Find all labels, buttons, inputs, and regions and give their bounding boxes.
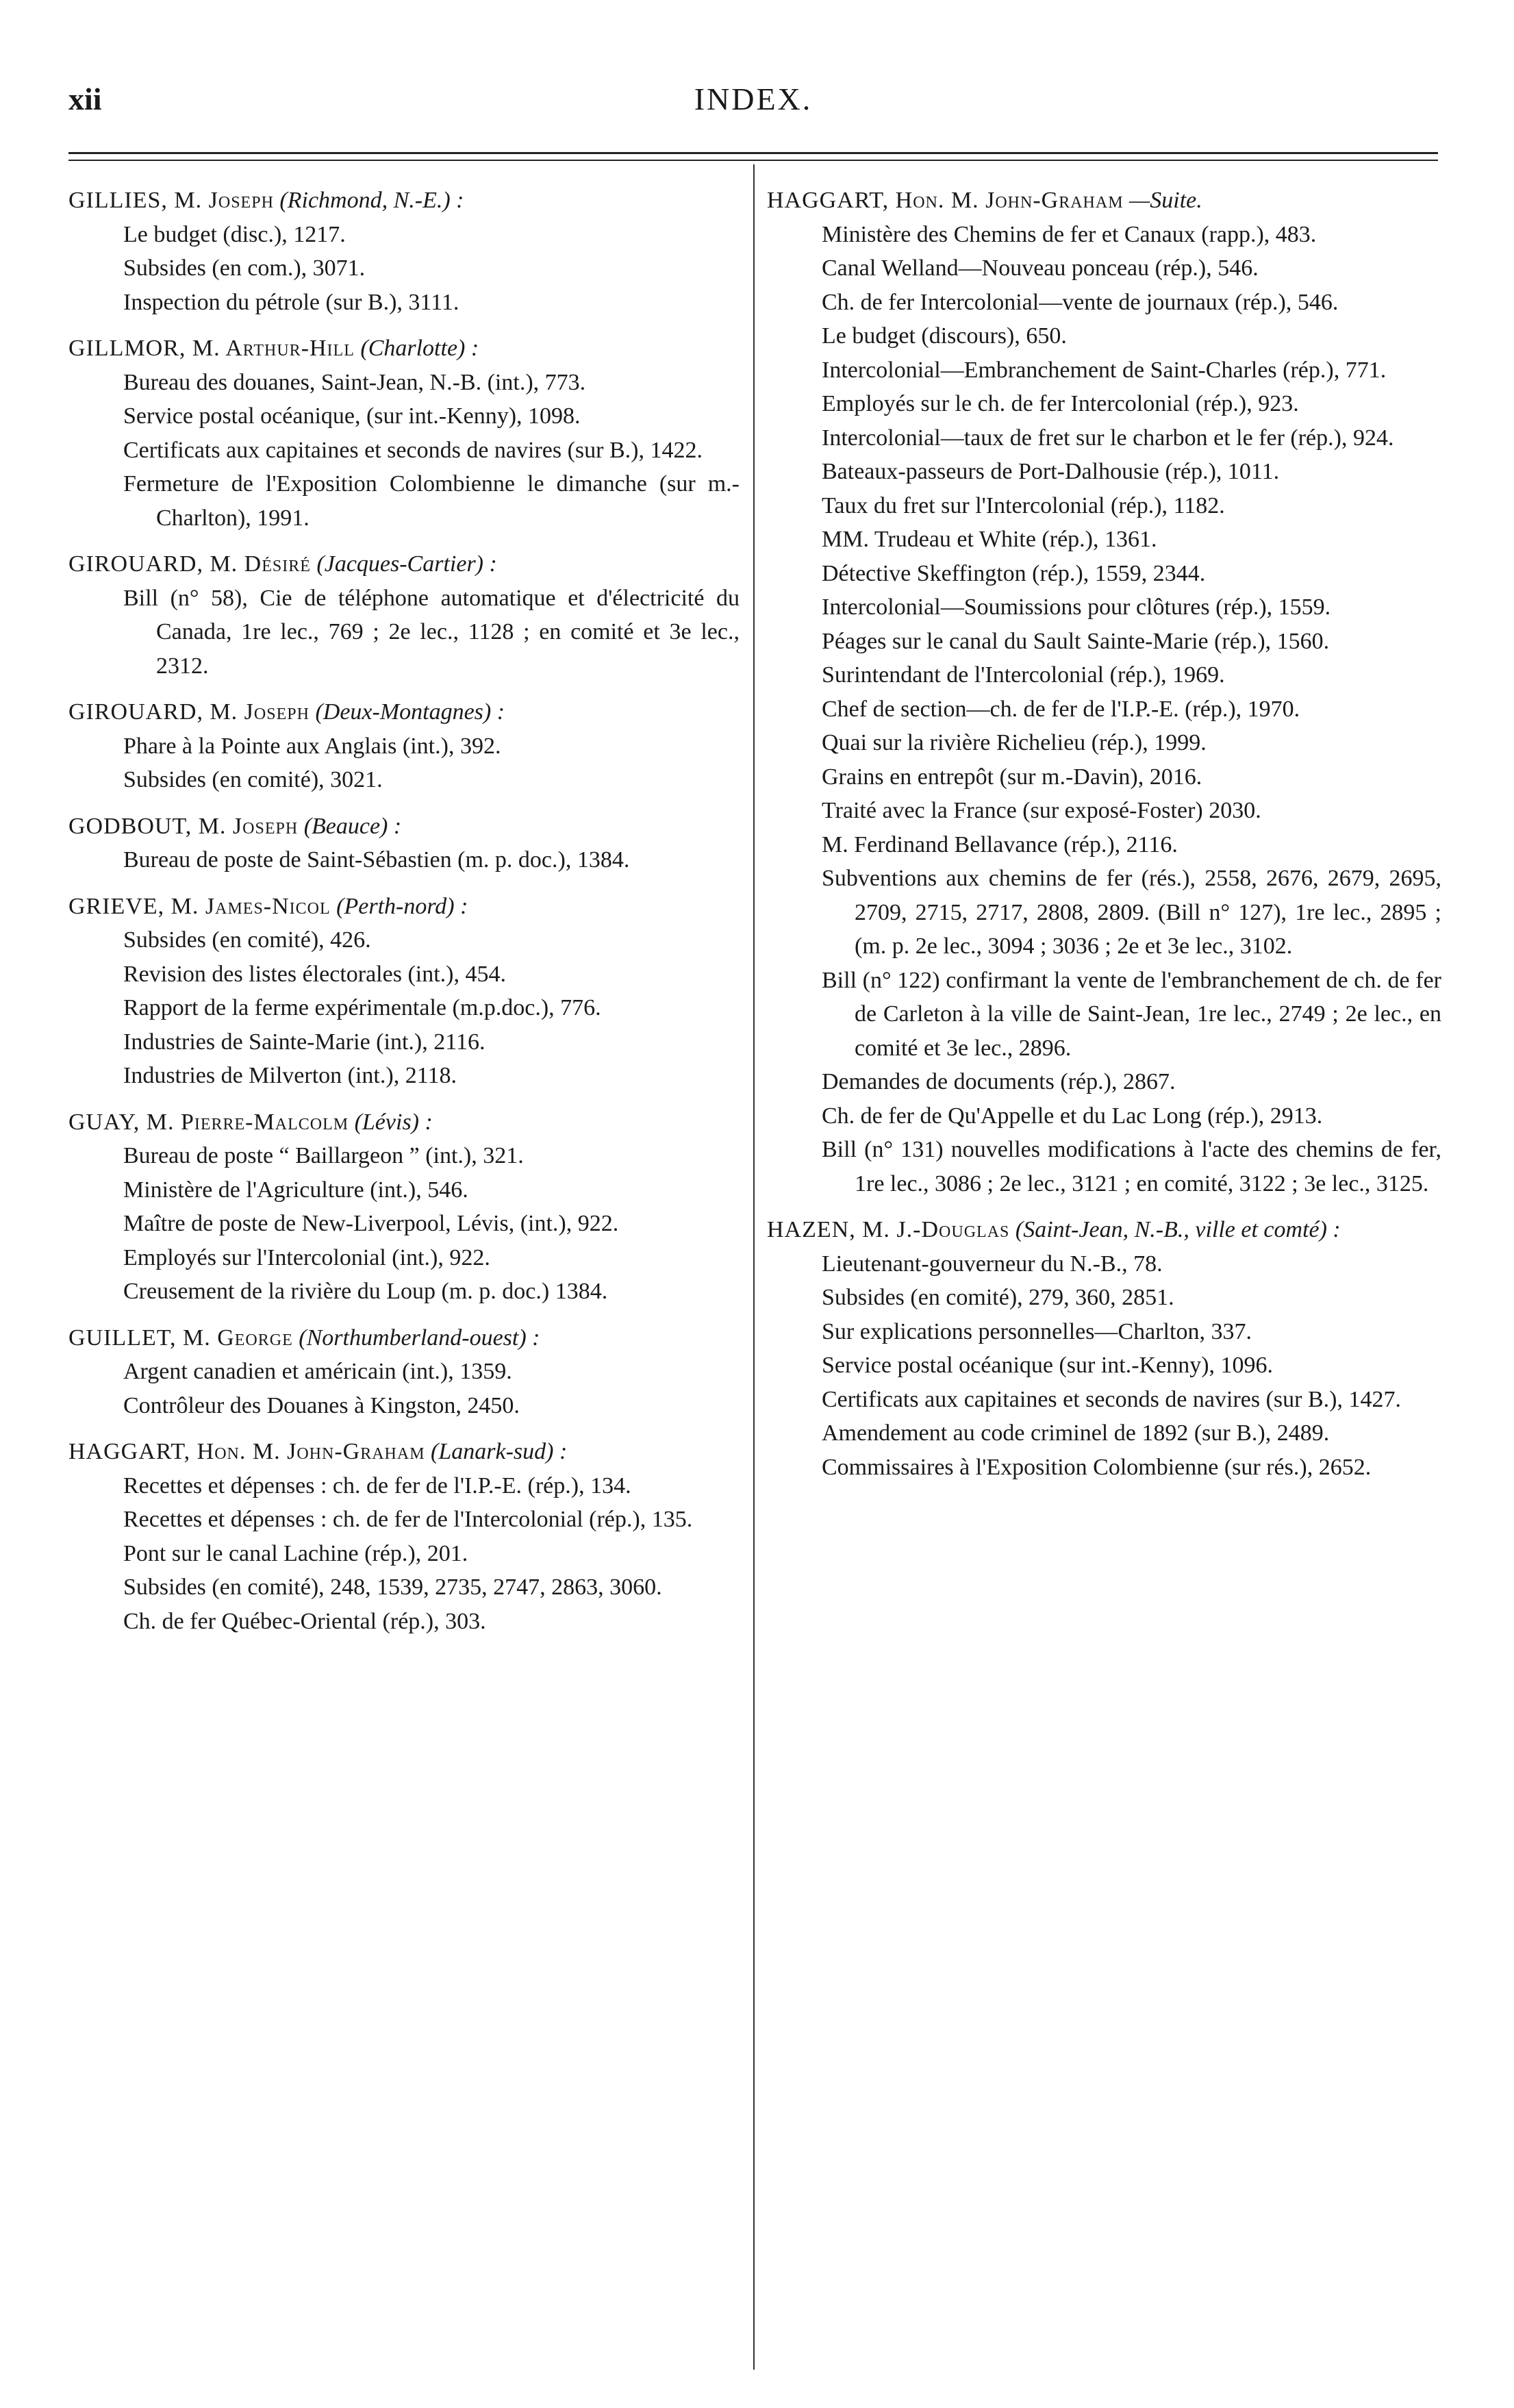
- entry-item: Ministère de l'Agriculture (int.), 546.: [123, 1177, 468, 1203]
- entry-item: Quai sur la rivière Richelieu (rép.), 1999.: [822, 730, 1207, 755]
- entry-item: Subsides (en comité), 279, 360, 2851.: [822, 1285, 1174, 1310]
- member-name: HAGGART, Hon. M. John-Graham: [767, 188, 1124, 213]
- entry-item: Le budget (discours), 650.: [822, 323, 1067, 349]
- index-entry: [68, 331, 740, 535]
- member-riding: (Lévis) :: [349, 1109, 433, 1135]
- index-entry: [767, 1213, 1441, 1484]
- entry-item: Maître de poste de New-Liverpool, Lévis, (int.), 922.: [123, 1211, 619, 1236]
- entry-item: Subsides (en com.), 3071.: [123, 255, 366, 281]
- index-entry: [68, 890, 740, 1093]
- entry-item: Recettes et dépenses : ch. de fer de l'Intercolonial (rép.), 135.: [123, 1507, 693, 1532]
- member-riding: (Perth-nord) :: [330, 893, 468, 919]
- entry-item: Industries de Milverton (int.), 2118.: [123, 1063, 457, 1088]
- entry-item: Intercolonial—Soumissions pour clôtures (rép.), 1559.: [822, 594, 1331, 620]
- entry-item: Certificats aux capitaines et seconds de navires (sur B.), 1427.: [822, 1386, 1401, 1412]
- entry-item: Bureau de poste “ Baillargeon ” (int.), 321.: [123, 1143, 524, 1168]
- page-header: [68, 81, 1438, 136]
- member-name: GILLIES, M. Joseph: [68, 188, 274, 213]
- entry-item: Argent canadien et américain (int.), 1359.: [123, 1359, 512, 1384]
- member-riding: (Deux-Montagnes) :: [309, 699, 505, 725]
- entry-item: Service postal océanique (sur int.-Kenny), 1096.: [822, 1353, 1274, 1378]
- page-number: xii: [68, 81, 102, 116]
- entry-heading: [68, 695, 740, 729]
- member-name: GUILLET, M. George: [68, 1325, 293, 1351]
- right-column: [767, 184, 1441, 1496]
- entry-item: Employés sur le ch. de fer Intercolonial (rép.), 923.: [822, 391, 1299, 416]
- entry-item: Ch. de fer Québec-Oriental (rép.), 303.: [123, 1608, 486, 1634]
- member-name: GUAY, M. Pierre-Malcolm: [68, 1109, 349, 1135]
- page-title: INDEX.: [694, 81, 813, 116]
- entry-item: Revision des listes électorales (int.), 454.: [123, 961, 506, 987]
- member-name: GRIEVE, M. James-Nicol: [68, 893, 331, 919]
- index-entry: [68, 1105, 740, 1309]
- entry-item: Taux du fret sur l'Intercolonial (rép.), 1182.: [822, 492, 1225, 518]
- entry-item: Ministère des Chemins de fer et Canaux (rapp.), 483.: [822, 221, 1317, 247]
- member-riding: (Charlotte) :: [354, 336, 479, 361]
- entry-item: Amendement au code criminel de 1892 (sur B.), 2489.: [822, 1420, 1330, 1446]
- entry-item: Subsides (en comité), 3021.: [123, 767, 383, 792]
- member-riding: (Saint-Jean, N.-B., ville et comté) :: [1009, 1217, 1341, 1242]
- entry-item: Bureau des douanes, Saint-Jean, N.-B. (int.), 773.: [123, 369, 586, 395]
- entry-item: Employés sur l'Intercolonial (int.), 922.: [123, 1244, 490, 1270]
- member-riding: —Suite.: [1123, 188, 1202, 213]
- entry-item: Industries de Sainte-Marie (int.), 2116.: [123, 1029, 485, 1055]
- column-divider: [753, 164, 755, 2370]
- entry-item: Traité avec la France (sur exposé-Foster) 2030.: [822, 798, 1261, 823]
- entry-item: Inspection du pétrole (sur B.), 3111.: [123, 289, 459, 315]
- member-name: HAZEN, M. J.-Douglas: [767, 1217, 1010, 1242]
- entry-heading: [68, 547, 740, 581]
- entry-item: Pont sur le canal Lachine (rép.), 201.: [123, 1540, 468, 1566]
- member-riding: (Jacques-Cartier) :: [310, 551, 497, 577]
- entry-item: Canal Welland—Nouveau ponceau (rép.), 546.: [822, 255, 1259, 281]
- entry-item: Sur explications personnelles—Charlton, 337.: [822, 1318, 1252, 1344]
- entry-item: Bill (n° 131) nouvelles modifications à l'acte des chemins de fer, 1re lec., 3086 ; 2e lec., 3121 ; en comité, 3122 ; 3e lec., 3125.: [822, 1137, 1441, 1196]
- entry-heading: [767, 1213, 1441, 1247]
- entry-item: MM. Trudeau et White (rép.), 1361.: [822, 527, 1157, 552]
- index-entry: [68, 184, 740, 319]
- index-entry: [68, 1435, 740, 1638]
- member-name: GIROUARD, M. Désiré: [68, 551, 311, 577]
- member-riding: (Lanark-sud) :: [425, 1439, 568, 1464]
- entry-item: Certificats aux capitaines et seconds de navires (sur B.), 1422.: [123, 437, 703, 463]
- entry-item: Rapport de la ferme expérimentale (m.p.doc.), 776.: [123, 995, 601, 1020]
- entry-heading: [68, 890, 740, 924]
- entry-item: Service postal océanique, (sur int.-Kenny), 1098.: [123, 403, 581, 429]
- entry-item: Subventions aux chemins de fer (rés.), 2558, 2676, 2679, 2695, 2709, 2715, 2717, 2808, 2809. (Bill n° 127), 1re lec., 2895 ; (m. p. 2e lec., 3094 ; 3036 ; 2e et 3e lec., 3102.: [822, 866, 1441, 959]
- entry-item: Fermeture de l'Exposition Colombienne le dimanche (sur m.-Charlton), 1991.: [123, 471, 740, 531]
- entry-heading: [68, 184, 740, 218]
- header-rule-top: [68, 152, 1438, 154]
- entry-item: Chef de section—ch. de fer de l'I.P.-E. (rép.), 1970.: [822, 696, 1300, 722]
- entry-item: Phare à la Pointe aux Anglais (int.), 392.: [123, 733, 501, 759]
- member-riding: (Beauce) :: [298, 813, 402, 839]
- entry-item: Recettes et dépenses : ch. de fer de l'I.P.-E. (rép.), 134.: [123, 1472, 631, 1498]
- entry-item: Commissaires à l'Exposition Colombienne (sur rés.), 2652.: [822, 1454, 1372, 1480]
- entry-heading: [68, 1321, 740, 1355]
- member-riding: (Richmond, N.-E.) :: [273, 188, 464, 213]
- entry-item: M. Ferdinand Bellavance (rép.), 2116.: [822, 831, 1178, 857]
- index-entry: [68, 810, 740, 877]
- entry-item: Grains en entrepôt (sur m.-Davin), 2016.: [822, 764, 1202, 790]
- member-name: GIROUARD, M. Joseph: [68, 699, 310, 725]
- left-column: [68, 184, 740, 1651]
- entry-item: Contrôleur des Douanes à Kingston, 2450.: [123, 1392, 520, 1418]
- entry-item: Détective Skeffington (rép.), 1559, 2344.: [822, 560, 1206, 586]
- member-name: GODBOUT, M. Joseph: [68, 813, 299, 839]
- entry-item: Bureau de poste de Saint-Sébastien (m. p. doc.), 1384.: [123, 847, 630, 873]
- member-name: GILLMOR, M. Arthur-Hill: [68, 336, 355, 361]
- entry-heading: [68, 331, 740, 366]
- index-entry: [68, 695, 740, 797]
- entry-item: Bill (n° 122) confirmant la vente de l'embranchement de ch. de fer de Carleton à la ville de Saint-Jean, 1re lec., 2749 ; 2e lec., en comité et 3e lec., 2896.: [822, 967, 1441, 1061]
- entry-item: Lieutenant-gouverneur du N.-B., 78.: [822, 1251, 1163, 1277]
- entry-item: Le budget (disc.), 1217.: [123, 221, 346, 247]
- entry-item: Demandes de documents (rép.), 2867.: [822, 1069, 1176, 1094]
- entry-item: Intercolonial—Embranchement de Saint-Charles (rép.), 771.: [822, 357, 1387, 383]
- index-entry: [68, 547, 740, 683]
- entry-item: Bateaux-passeurs de Port-Dalhousie (rép.), 1011.: [822, 459, 1280, 484]
- entry-heading: [68, 810, 740, 844]
- entry-item: Subsides (en comité), 426.: [123, 927, 371, 953]
- index-entry: [767, 184, 1441, 1201]
- header-rule-bottom: [68, 160, 1438, 161]
- entry-item: Creusement de la rivière du Loup (m. p. doc.) 1384.: [123, 1279, 608, 1304]
- entry-heading: [68, 1105, 740, 1140]
- entry-item: Intercolonial—taux de fret sur le charbon et le fer (rép.), 924.: [822, 425, 1394, 451]
- entry-item: Surintendant de l'Intercolonial (rép.), 1969.: [822, 662, 1225, 688]
- entry-item: Subsides (en comité), 248, 1539, 2735, 2747, 2863, 3060.: [123, 1575, 662, 1600]
- index-entry: [68, 1321, 740, 1423]
- entry-item: Bill (n° 58), Cie de téléphone automatique et d'électricité du Canada, 1re lec., 769 ; 2e lec., 1128 ; en comité et 3e lec., 2312.: [123, 585, 740, 679]
- entry-heading: [767, 184, 1441, 218]
- member-riding: (Northumberland-ouest) :: [292, 1325, 540, 1351]
- entry-item: Péages sur le canal du Sault Sainte-Marie (rép.), 1560.: [822, 628, 1330, 654]
- member-name: HAGGART, Hon. M. John-Graham: [68, 1439, 425, 1464]
- entry-item: Ch. de fer de Qu'Appelle et du Lac Long (rép.), 2913.: [822, 1103, 1323, 1129]
- entry-item: Ch. de fer Intercolonial—vente de journaux (rép.), 546.: [822, 289, 1339, 315]
- entry-heading: [68, 1435, 740, 1469]
